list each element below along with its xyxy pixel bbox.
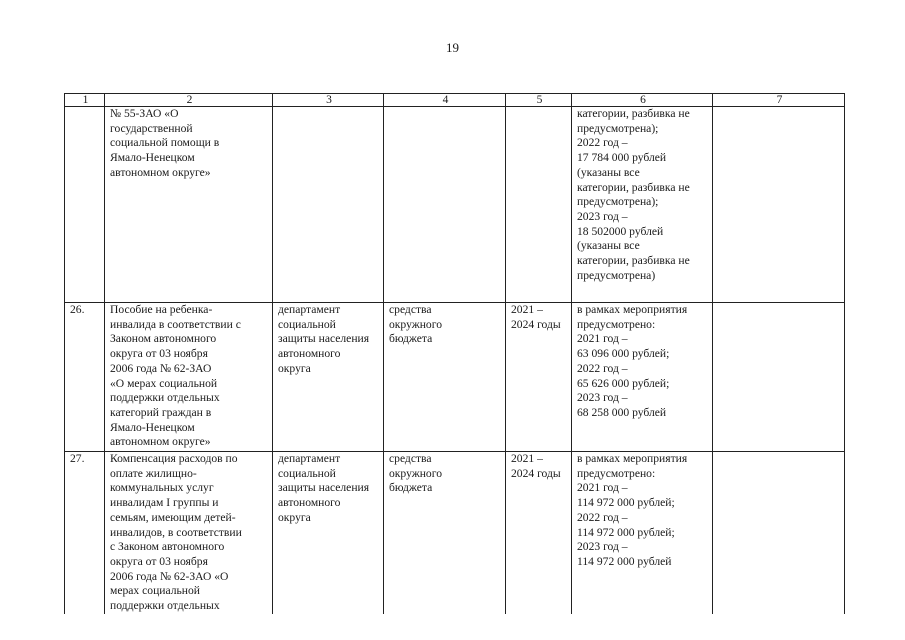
table-row: [65, 452, 845, 614]
funding-source: средства окружного бюджета: [384, 303, 506, 452]
note: [713, 303, 845, 452]
measure-name: Компенсация расходов по оплате жилищно- коммунальных услуг инвалидам I группы и семьям, имеющим детей- инвалидов, в соответствии с Законом автономного округа от 03 ноября 2006 года № 62-ЗАО «О мерах социальной поддержки отдельных: [105, 452, 273, 614]
funding-source: [384, 107, 506, 303]
table-row: [65, 107, 845, 303]
executor: департамент социальной защиты населения автономного округа: [273, 303, 384, 452]
funding-amount: категории, разбивка не предусмотрена); 2022 год – 17 784 000 рублей (указаны все категории, разбивка не предусмотрена); 2023 год – 18 502000 рублей (указаны все категории, разбивка не предусмотрена): [572, 107, 713, 303]
row-number: 26.: [65, 303, 105, 452]
note: [713, 452, 845, 614]
funding-amount: в рамках мероприятия предусмотрено: 2021 год – 63 096 000 рублей; 2022 год – 65 626 000 рублей; 2023 год – 68 258 000 рублей: [572, 303, 713, 452]
header-cell: 1: [65, 94, 105, 107]
row-number: 27.: [65, 452, 105, 614]
header-cell: 2: [105, 94, 273, 107]
measure-name: Пособие на ребенка- инвалида в соответствии с Законом автономного округа от 03 ноября 2006 года № 62-ЗАО «О мерах социальной поддержки отдельных категорий граждан в Ямало-Ненецком автономном округе»: [105, 303, 273, 452]
note: [713, 107, 845, 303]
period: 2021 – 2024 годы: [506, 452, 572, 614]
header-cell: 5: [506, 94, 572, 107]
program-table: [64, 93, 845, 614]
funding-amount: в рамках мероприятия предусмотрено: 2021 год – 114 972 000 рублей; 2022 год – 114 972 000 рублей; 2023 год – 114 972 000 рублей: [572, 452, 713, 614]
executor: департамент социальной защиты населения автономного округа: [273, 452, 384, 614]
page-number: 19: [446, 40, 459, 55]
row-number: [65, 107, 105, 303]
table-header-row: [65, 94, 845, 107]
header-cell: 7: [713, 94, 845, 107]
period: 2021 – 2024 годы: [506, 303, 572, 452]
header-cell: 6: [572, 94, 713, 107]
funding-source: средства окружного бюджета: [384, 452, 506, 614]
measure-name: № 55-ЗАО «О государственной социальной помощи в Ямало-Ненецком автономном округе»: [105, 107, 273, 303]
header-cell: 4: [384, 94, 506, 107]
header-cell: 3: [273, 94, 384, 107]
executor: [273, 107, 384, 303]
table-row: [65, 303, 845, 452]
period: [506, 107, 572, 303]
